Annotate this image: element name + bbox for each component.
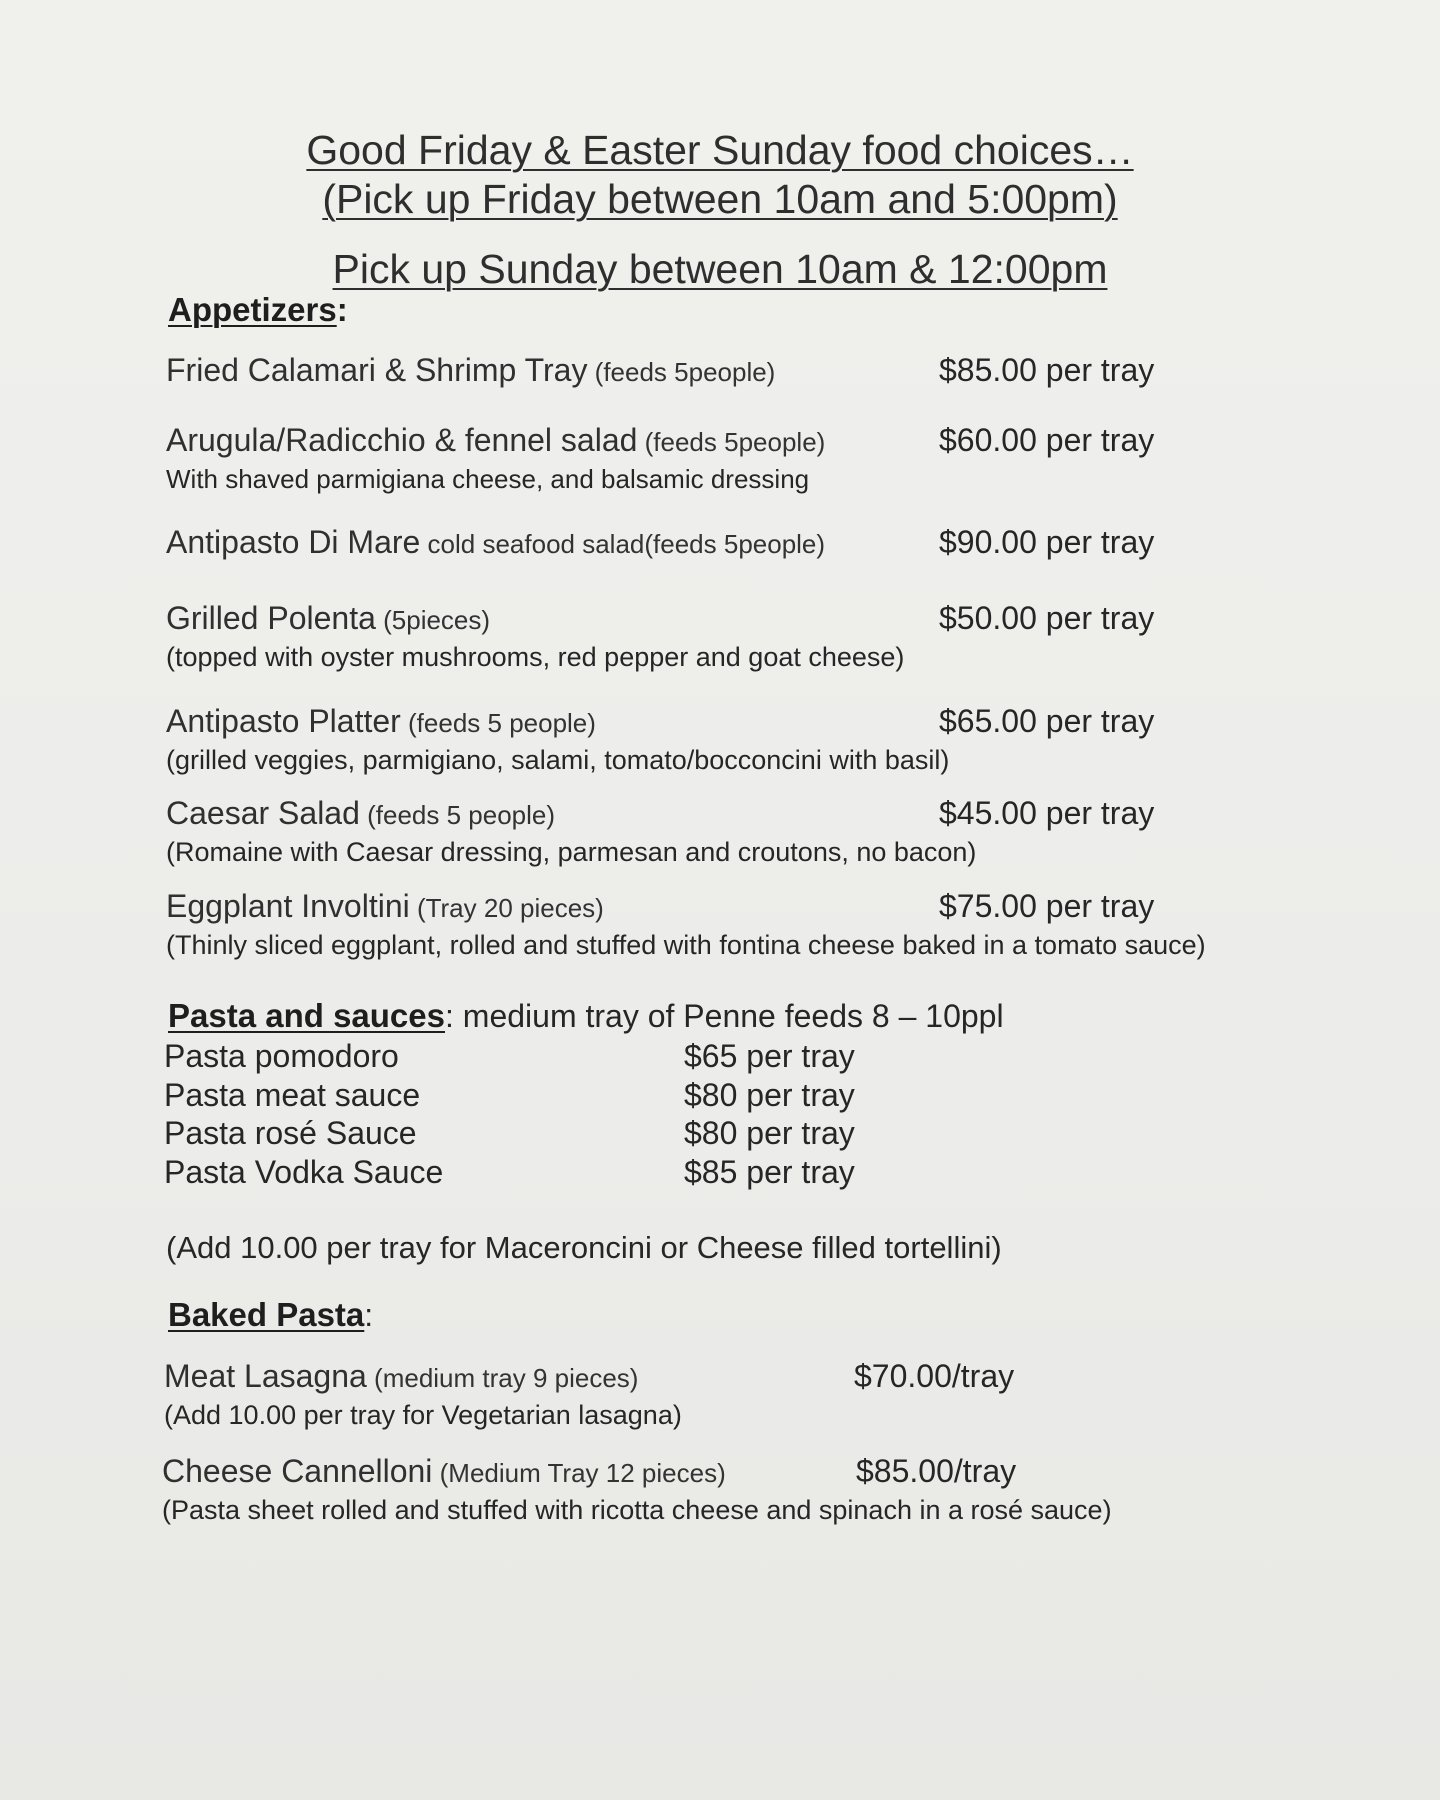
- menu-item: [166, 524, 1286, 566]
- pasta-price: $80 per tray: [684, 1115, 855, 1151]
- title-line-1: [0, 127, 1440, 174]
- menu-item: [166, 703, 1286, 776]
- item-price: $85.00/tray: [856, 1453, 1017, 1489]
- item-name: Meat Lasagna: [164, 1358, 367, 1394]
- item-price: $75.00 per tray: [939, 888, 1155, 924]
- pasta-item: [164, 1115, 855, 1155]
- menu-item: [166, 888, 1286, 961]
- item-name: Arugula/Radicchio & fennel salad: [166, 422, 638, 458]
- title-line-2: [0, 176, 1440, 223]
- item-note: (feeds 5people): [637, 427, 826, 457]
- appetizers-heading-colon: :: [336, 291, 348, 328]
- pasta-name: Pasta pomodoro: [164, 1038, 399, 1074]
- pasta-price: $85 per tray: [684, 1154, 855, 1190]
- item-description: With shaved parmigiana cheese, and balsamic dressing: [166, 464, 810, 494]
- title-line-3: [0, 246, 1440, 293]
- item-price: $60.00 per tray: [939, 422, 1155, 458]
- item-note: (medium tray 9 pieces): [366, 1363, 639, 1393]
- item-note: cold seafood salad(feeds 5people): [420, 529, 826, 559]
- item-description: (Thinly sliced eggplant, rolled and stuffed with fontina cheese baked in a tomato sauce): [166, 930, 1206, 960]
- item-name: Cheese Cannelloni: [162, 1453, 433, 1489]
- baked-heading-colon: :: [364, 1297, 374, 1333]
- item-note: (Tray 20 pieces): [409, 893, 604, 923]
- pasta-price: $80 per tray: [684, 1077, 855, 1113]
- pasta-item: [164, 1038, 855, 1078]
- item-description: (grilled veggies, parmigiano, salami, tomato/bocconcini with basil): [166, 745, 950, 775]
- item-price: $65.00 per tray: [939, 703, 1155, 739]
- pasta-name: Pasta meat sauce: [164, 1077, 421, 1113]
- pasta-item: [164, 1154, 855, 1194]
- pasta-price: $65 per tray: [684, 1038, 855, 1074]
- item-note: (feeds 5 people): [400, 708, 596, 738]
- item-note: (Medium Tray 12 pieces): [432, 1458, 726, 1488]
- sunday-pickup-text: Pick up Sunday between 10am & 12:00pm: [332, 246, 1108, 292]
- baked-heading-text: Baked Pasta: [168, 1296, 365, 1333]
- item-description: (topped with oyster mushrooms, red pepper and goat cheese): [166, 642, 905, 672]
- item-name: Grilled Polenta: [166, 600, 376, 636]
- menu-item: [162, 1453, 1282, 1526]
- menu-item: [166, 795, 1286, 868]
- item-note: (feeds 5 people): [359, 800, 556, 830]
- menu-item: [166, 422, 1286, 495]
- pasta-heading-colon: :: [445, 998, 454, 1034]
- item-description: (Romaine with Caesar dressing, parmesan and croutons, no bacon): [166, 837, 977, 867]
- item-price: $45.00 per tray: [939, 795, 1155, 831]
- item-name: Caesar Salad: [166, 795, 360, 831]
- pasta-heading-text: Pasta and sauces: [168, 997, 445, 1034]
- item-price: $85.00 per tray: [939, 352, 1155, 388]
- pasta-heading-subtitle: medium tray of Penne feeds 8 – 10ppl: [453, 998, 1004, 1034]
- item-name: Fried Calamari & Shrimp Tray: [166, 352, 588, 388]
- pasta-item: [164, 1077, 855, 1117]
- item-name: Antipasto Di Mare: [166, 524, 421, 560]
- item-note: (feeds 5people): [587, 357, 776, 387]
- item-description: (Add 10.00 per tray for Vegetarian lasagna): [164, 1400, 682, 1430]
- appetizers-heading: [168, 291, 348, 329]
- appetizers-heading-text: Appetizers: [168, 291, 337, 328]
- item-name: Eggplant Involtini: [166, 888, 410, 924]
- pasta-name: Pasta rosé Sauce: [164, 1115, 417, 1151]
- item-description: (Pasta sheet rolled and stuffed with ricotta cheese and spinach in a rosé sauce): [162, 1495, 1112, 1525]
- baked-pasta-heading: [168, 1296, 373, 1334]
- menu-item: [166, 600, 1286, 673]
- title-text: Good Friday & Easter Sunday food choices…: [306, 127, 1134, 173]
- item-price: $90.00 per tray: [939, 524, 1155, 560]
- item-price: $70.00/tray: [854, 1358, 1015, 1394]
- menu-item: [166, 352, 1286, 394]
- item-note: (5pieces): [375, 605, 491, 635]
- item-price: $50.00 per tray: [939, 600, 1155, 636]
- pasta-heading: [168, 997, 1004, 1035]
- pasta-addon-note: (Add 10.00 per tray for Maceroncini or Cheese filled tortellini): [166, 1230, 1002, 1265]
- menu-item: [164, 1358, 1284, 1431]
- friday-pickup-text: (Pick up Friday between 10am and 5:00pm): [322, 176, 1118, 222]
- pasta-name: Pasta Vodka Sauce: [164, 1154, 444, 1190]
- item-name: Antipasto Platter: [166, 703, 401, 739]
